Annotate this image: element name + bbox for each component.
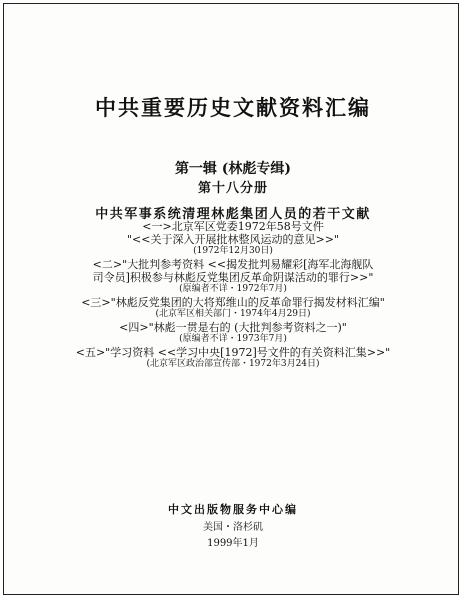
- entry-source-note: (原编者不详・1972年7月): [179, 284, 287, 294]
- entry-title-line: <三>"林彪反党集团的大将郑维山的反革命罪行揭发材料汇编": [81, 296, 385, 309]
- book-title: 中共重要历史文献资料汇编: [95, 95, 371, 120]
- entry-title-line: <一>北京军区党委1972年58号文件: [142, 220, 324, 233]
- part-number: 第十八分册: [197, 181, 268, 196]
- publication-date: 1999年1月: [207, 538, 259, 549]
- contents-entry-3: [20, 296, 446, 320]
- collection-heading: 中共军事系统清理林彪集团人员的若干文献: [95, 207, 371, 222]
- entry-source-note: (1972年12月30日): [193, 246, 273, 256]
- contents-entry-2: [20, 258, 446, 295]
- entry-source-note: (北京军区相关部门・1974年4月29日): [155, 309, 311, 319]
- entry-title-line: "<<关于深入开展批林整风运动的意见>>": [127, 233, 339, 246]
- contents-list: [20, 220, 446, 371]
- entry-title-line: <五>"学习资料 <<学习中央[1972]号文件的有关资料汇集>>": [75, 346, 391, 359]
- entry-title-line: <四>"林彪一贯是右的 (大批判参考资料之一)": [119, 321, 347, 334]
- entry-title-line: 司令员]积极参与林彪反党集团反革命阴谋活动的罪行>>": [92, 271, 374, 284]
- entry-title-line: <二>"大批判参考资料 <<揭发批判易耀彩[海军北海舰队: [92, 258, 374, 271]
- publication-place: 美国・洛杉矶: [203, 522, 263, 533]
- publisher-name: 中文出版物服务中心编: [168, 503, 298, 516]
- entry-source-note: (北京军区政治部宣传部・1972年3月24日): [146, 359, 320, 369]
- contents-entry-5: [20, 346, 446, 370]
- contents-entry-1: [20, 220, 446, 257]
- entry-source-note: (原编者不详・1973年7月): [179, 334, 287, 344]
- volume-title: 第一辑 (林彪专缉): [174, 161, 292, 177]
- contents-entry-4: [20, 321, 446, 345]
